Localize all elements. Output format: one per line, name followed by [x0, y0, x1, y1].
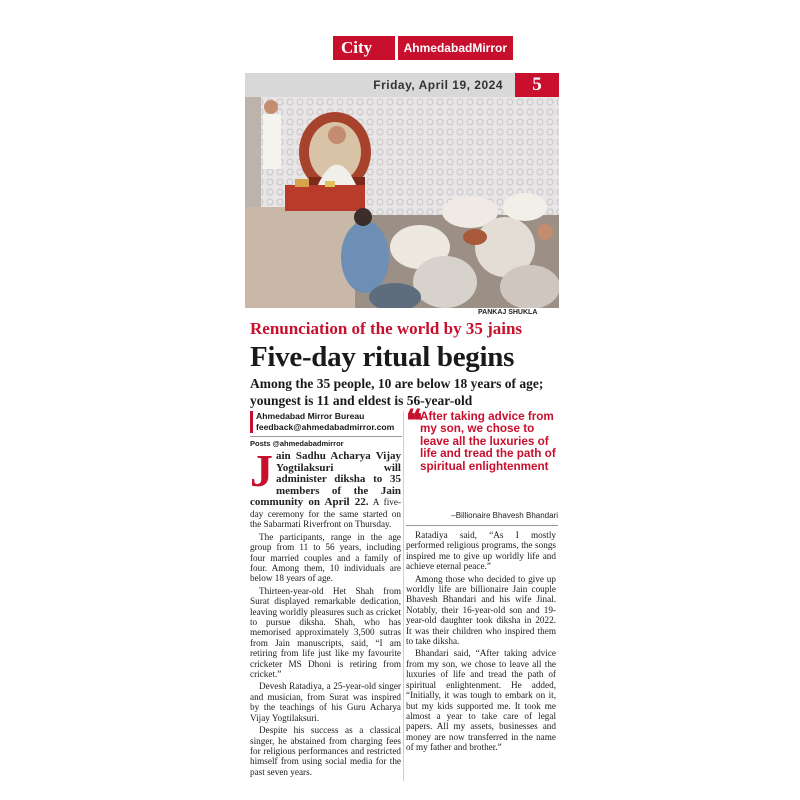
byline-bureau: Ahmedabad Mirror Bureau: [256, 411, 365, 421]
body-paragraph: The participants, range in the age group from 11 to 56 years, including four married couples and a family of four. Among them, 10 individuals are below 18 years of age.: [250, 531, 401, 584]
byline-posts: Posts @ahmedabadmirror: [250, 439, 344, 448]
body-paragraph: Bhandari said, “After taking advice from my son, we chose to leave all the luxuries of life and tread the path of spiritual enlightenment. He added, “Initially, it was tough to embark on it, but my kids supported me. It took me almost a year to take care of legal papers. All my assets, businesses and money are now transferred in the name of my father and brother.”: [406, 648, 556, 753]
kicker: Renunciation of the world by 35 jains: [250, 319, 523, 338]
pull-quote-text: After taking advice from my son, we chose to leave all the luxuries of life and tread the path of spiritual enlightenment: [420, 410, 556, 473]
body-paragraph: Thirteen-year-old Het Shah from Surat displayed remarkable dedication, leaving worldly pleasures such as cricket to pursue diksha. Shah, who has memorised approximately 3,500 sutras from Jain manuscripts, said, “I am retiring from life just like my favourite cricketer MS Dhoni is retiring from cricket.”: [250, 585, 401, 680]
pull-quote-divider: [406, 525, 558, 526]
body-paragraph: Devesh Ratadiya, a 25-year-old singer and musician, from Surat was inspired by the teachings of his Guru Acharya Vijay Yogtilaksuri.: [250, 681, 401, 723]
article-photo: [245, 97, 559, 308]
lead-text: ain Sadhu Acharya Vijay Yogtilaksuri will administer diksha to 35 members of the Jain community on April 22.: [250, 450, 401, 509]
byline-email: feedback@ahmedabadmirror.com: [256, 422, 395, 432]
body-paragraph: Despite his success as a classical singer, he abstained from charging fees for religious performances and restricted himself from using social media for the past seven years.: [250, 725, 401, 777]
paper-name: AhmedabadMirror: [395, 36, 513, 60]
lead-rest: A five-day ceremony for the same started on the Sabarmati Riverfront on Thursday.: [250, 497, 402, 530]
byline-divider: [250, 436, 402, 437]
pull-quote-attribution: –Billionaire Bhavesh Bhandari: [451, 511, 558, 520]
page-number: 5: [515, 73, 559, 97]
section-label: City: [333, 36, 395, 60]
column-divider: [403, 411, 404, 781]
deck: Among the 35 people, 10 are below 18 years of age; youngest is 11 and eldest is 56-year-old: [250, 376, 544, 408]
photo-credit: PANKAJ SHUKLA: [478, 309, 538, 316]
body-paragraph: Among those who decided to give up worldly life are billionaire Jain couple Bhavesh Bhandari and his wife Jinal. Notably, their 16-year-old son and 19-year-old daughter took diksha in 2022. It was their children who inspired them to take diksha.: [406, 573, 556, 647]
headline: Five-day ritual begins: [250, 341, 515, 373]
date-band: [245, 73, 559, 97]
date: Friday, April 19, 2024: [373, 78, 503, 92]
drop-cap: J: [250, 445, 273, 496]
byline: [250, 411, 406, 433]
body-paragraph: Ratadiya said, “As I mostly performed religious programs, the songs inspired me to give up worldly life and achieve eternal peace.”: [406, 530, 556, 572]
masthead: [333, 36, 513, 60]
quote-mark-icon: ❝: [406, 405, 423, 438]
body-column-2: [406, 530, 556, 753]
lead-paragraph: [250, 445, 402, 530]
body-column-1: [250, 445, 402, 777]
